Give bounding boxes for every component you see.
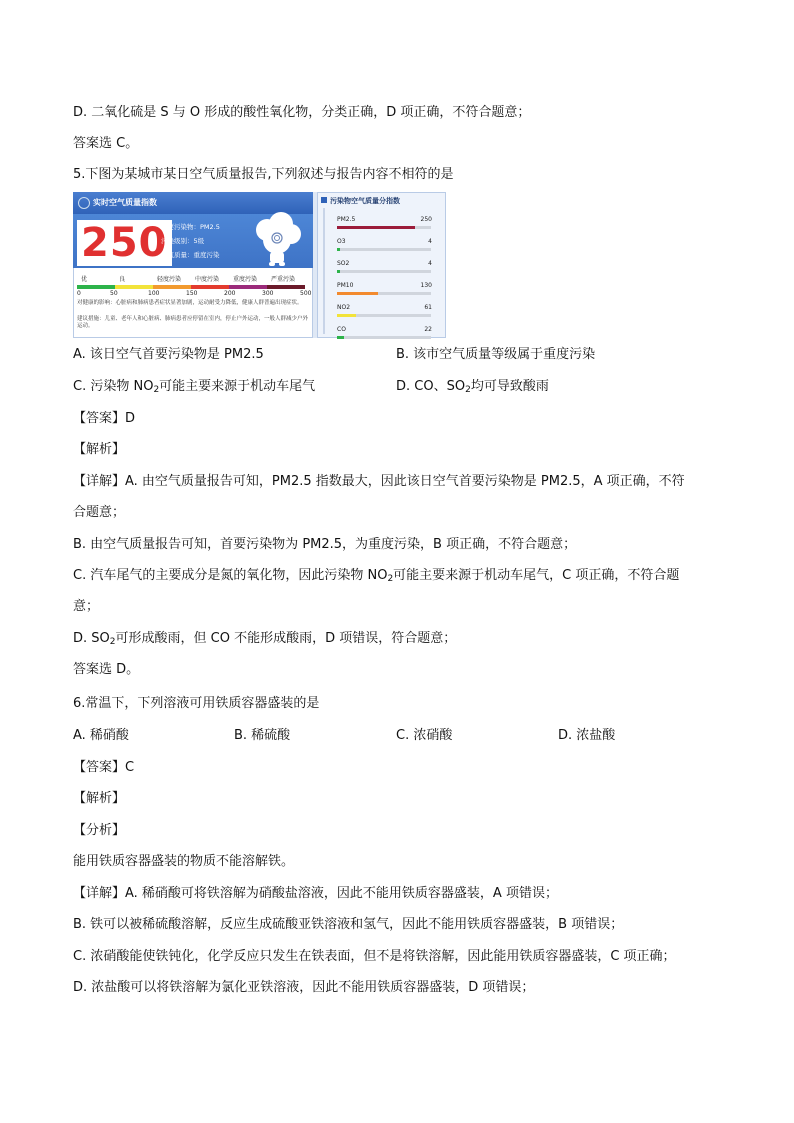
level-label: 优: [81, 276, 88, 283]
q5-answer: 【答案】D: [73, 411, 136, 426]
level-tick: 150: [186, 290, 198, 297]
level-label: 轻度污染: [157, 276, 182, 283]
q5-analysis-label: 【解析】: [73, 442, 126, 457]
pollutant-bar: [337, 270, 340, 273]
primary-pollutant: 首要污染物：PM2.5: [161, 223, 220, 231]
q6-fenxi-text: 能用铁质容器盛装的物质不能溶解铁。: [73, 854, 295, 869]
pollution-level: 污染级别：5级: [161, 237, 205, 245]
pollutant-name: PM2.5: [337, 216, 356, 223]
q6-option-a: A. 稀硝酸: [73, 728, 129, 743]
advice-note: 建议措施：儿童、老年人和心脏病、肺病患者应停留在室内，停止户外运动，一般人群减少户外运动。: [77, 316, 309, 329]
pollutant-value: 4: [428, 238, 432, 245]
level-color-bar: [153, 285, 191, 289]
pollutant-name: O3: [337, 238, 346, 245]
health-impact-note: 对健康的影响：心脏病和肺病患者症状显著加剧，运动耐受力降低，健康人群普遍出现症状。: [77, 300, 303, 306]
pollutant-name: NO2: [337, 304, 351, 311]
pollutant-track: [337, 226, 431, 229]
pollutant-track: [337, 270, 431, 273]
pollutant-name: CO: [337, 326, 346, 333]
aqi-value: 250: [77, 220, 172, 266]
circle-icon: [78, 197, 90, 209]
level-color-bar: [77, 285, 115, 289]
air-quality: 空气质量：重度污染: [161, 251, 220, 259]
pollutant-value: 250: [420, 216, 432, 223]
pollutant-track: [337, 292, 431, 295]
aqi-header-title: 实时空气质量指数: [93, 198, 157, 207]
q6-fenxi-label: 【分析】: [73, 823, 126, 838]
level-color-bar: [191, 285, 229, 289]
aqi-report-figure: [73, 192, 446, 338]
level-tick: 500: [300, 290, 312, 297]
level-tick: 300: [262, 290, 274, 297]
cloud-mascot-icon: [251, 212, 303, 268]
aqi-left-panel: [73, 192, 313, 338]
q5-detail-a: 【详解】A. 由空气质量报告可知，PM2.5 指数最大，因此该日空气首要污染物是 PM2.5，A 项正确，不符: [73, 474, 685, 489]
pollutant-track: [337, 248, 431, 251]
pollutant-panel-title: 污染物空气质量分指数: [321, 196, 400, 206]
q5-detail-d: D. $SO_2$可形成酸雨，但 CO 不能形成酸雨，D 项错误，符合题意；: [73, 631, 457, 647]
q6-detail-b: B. 铁可以被稀硫酸溶解，反应生成硫酸亚铁溶液和氢气，因此不能用铁质容器盛装，B 项错误；: [73, 917, 624, 932]
level-tick: 50: [110, 290, 118, 297]
level-label: 良: [119, 276, 126, 283]
q5-detail-c: C. 汽车尾气的主要成分是氮的氧化物，因此污染物 $NO_2$可能主要来源于机动车尾气，C 项正确，不符合题: [73, 568, 680, 584]
pollutant-bar: [337, 336, 344, 339]
pollutant-bar: [337, 292, 378, 295]
q5-option-a: A. 该日空气首要污染物是 PM2.5: [73, 347, 264, 362]
pollutant-bar: [337, 248, 340, 251]
q6-option-c: C. 浓硝酸: [396, 728, 453, 743]
pollutant-bar: [337, 226, 415, 229]
q5-option-c: C. 污染物 $NO_2$可能主要来源于机动车尾气: [73, 379, 316, 395]
q5-detail-c-cont: 意；: [73, 599, 100, 614]
pollutant-track: [337, 314, 431, 317]
text-line: D. 二氧化硫是 S 与 O 形成的酸性氧化物，分类正确，D 项正确，不符合题意；: [73, 105, 531, 120]
level-label: 严重污染: [271, 276, 296, 283]
q6-detail-d: D. 浓盐酸可以将铁溶解为氯化亚铁溶液，因此不能用铁质容器盛装，D 项错误；: [73, 980, 535, 995]
q5-detail-b: B. 由空气质量报告可知，首要污染物为 PM2.5，为重度污染，B 项正确，不符合题意；: [73, 537, 577, 552]
panel-axis: [323, 208, 325, 334]
aqi-header: [73, 192, 313, 214]
level-tick: 0: [77, 290, 81, 297]
pollutant-value: 22: [424, 326, 432, 333]
question-5: 5.下图为某城市某日空气质量报告,下列叙述与报告内容不相符的是: [73, 167, 454, 182]
level-label: 中度污染: [195, 276, 220, 283]
level-tick: 100: [148, 290, 160, 297]
pollutant-value: 61: [424, 304, 432, 311]
q6-detail-a: 【详解】A. 稀硝酸可将铁溶解为硝酸盐溶液，因此不能用铁质容器盛装，A 项错误；: [73, 886, 558, 901]
q6-option-b: B. 稀硫酸: [234, 728, 291, 743]
q5-option-b: B. 该市空气质量等级属于重度污染: [396, 347, 596, 362]
level-color-bar: [267, 285, 305, 289]
q6-detail-c: C. 浓硝酸能使铁钝化，化学反应只发生在铁表面，但不是将铁溶解，因此能用铁质容器盛装，C 项正确；: [73, 949, 676, 964]
level-label: 重度污染: [233, 276, 258, 283]
level-tick: 200: [224, 290, 236, 297]
q6-option-d: D. 浓盐酸: [558, 728, 616, 743]
pollutant-value: 4: [428, 260, 432, 267]
question-6: 6.常温下，下列溶液可用铁质容器盛装的是: [73, 696, 320, 711]
q6-answer: 【答案】C: [73, 760, 135, 775]
text-line: 答案选 C。: [73, 136, 139, 151]
q5-option-d: D. CO、$SO_2$均可导致酸雨: [396, 379, 549, 395]
level-color-bar: [229, 285, 267, 289]
pollutant-panel: [317, 192, 446, 338]
pollutant-name: SO2: [337, 260, 350, 267]
q5-detail-a-cont: 合题意；: [73, 505, 126, 520]
pollutant-value: 130: [420, 282, 432, 289]
q6-analysis-label: 【解析】: [73, 791, 126, 806]
pollutant-bar: [337, 314, 356, 317]
pollutant-name: PM10: [337, 282, 354, 289]
level-color-bar: [115, 285, 153, 289]
q5-conclusion: 答案选 D。: [73, 662, 140, 677]
pollutant-track: [337, 336, 431, 339]
